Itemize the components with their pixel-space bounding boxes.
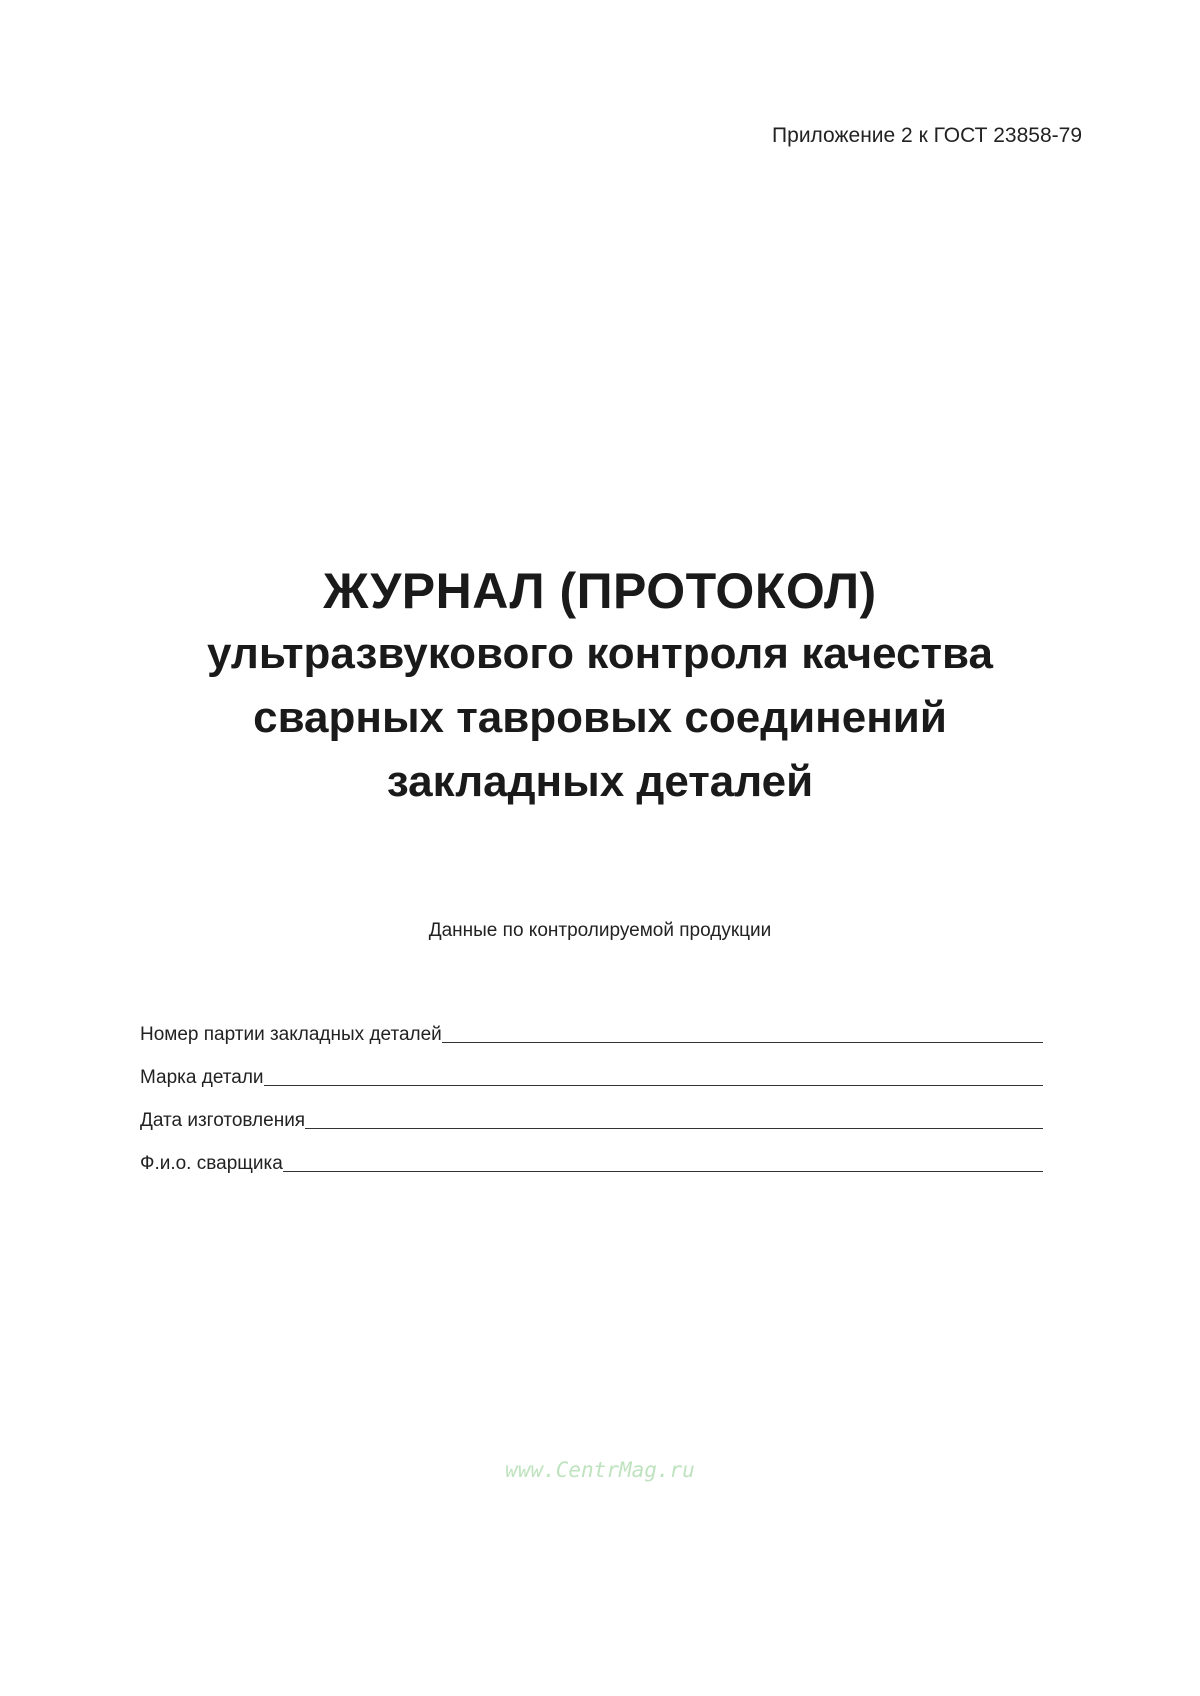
- document-title: ЖУРНАЛ (ПРОТОКОЛ): [323, 563, 877, 619]
- field-welder-name: [140, 1132, 1043, 1175]
- appendix-reference: Приложение 2 к ГОСТ 23858-79: [772, 124, 1082, 147]
- field-batch-number: [140, 1003, 1043, 1046]
- fill-in-line[interactable]: [305, 1110, 1043, 1129]
- fill-in-line[interactable]: [264, 1067, 1043, 1086]
- subtitle-line-2: сварных тавровых соединений: [253, 693, 947, 742]
- section-heading: Данные по контролируемой продукции: [428, 920, 772, 941]
- subtitle-line-3: закладных деталей: [386, 757, 814, 806]
- field-label: Дата изготовления: [140, 1110, 306, 1131]
- subtitle-line-1: ультразвукового контроля качества: [206, 629, 993, 678]
- field-part-grade: [140, 1046, 1043, 1089]
- product-data-fields: [140, 1003, 1043, 1175]
- fill-in-line[interactable]: [442, 1024, 1043, 1043]
- field-label: Номер партии закладных деталей: [140, 1024, 442, 1045]
- title-block: [0, 560, 1200, 814]
- field-label: Марка детали: [140, 1067, 264, 1088]
- field-manufacture-date: [140, 1089, 1043, 1132]
- watermark: www.CentrMag.ru: [505, 1458, 695, 1482]
- field-label: Ф.и.о. сварщика: [140, 1153, 283, 1174]
- fill-in-line[interactable]: [283, 1153, 1043, 1172]
